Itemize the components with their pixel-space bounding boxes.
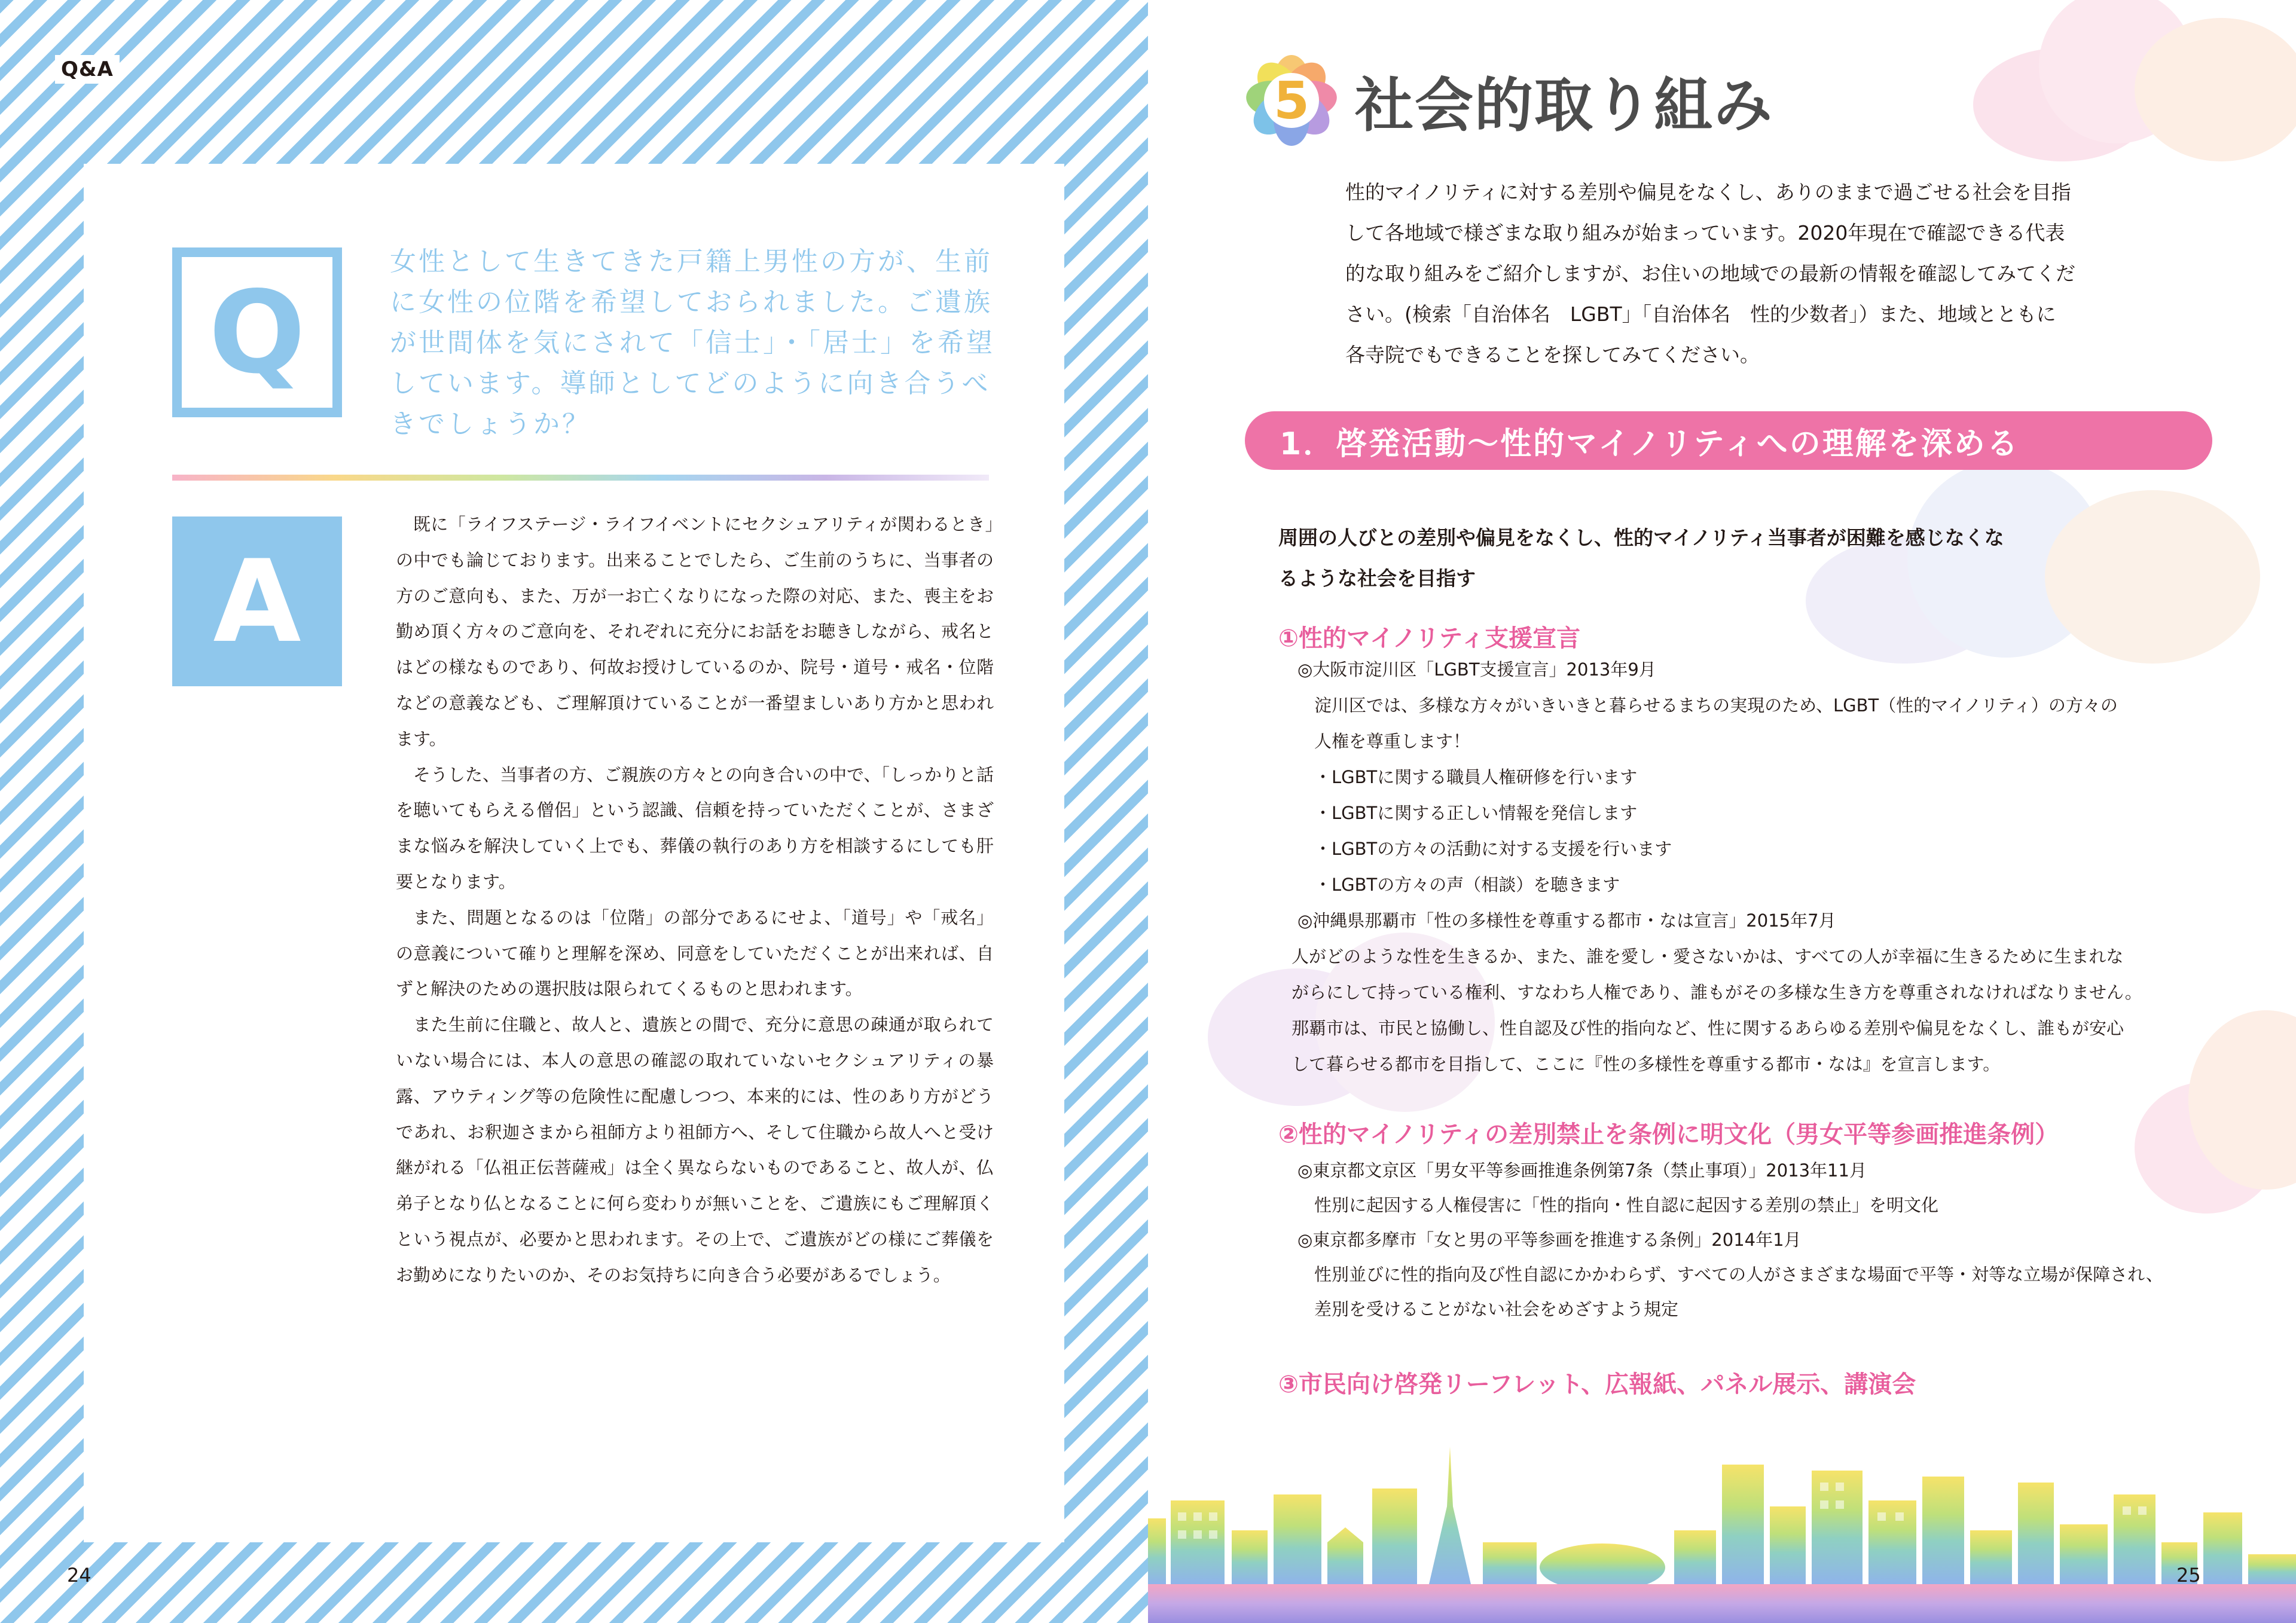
entry-line: ・LGBTに関する正しい情報を発信します: [1314, 803, 1638, 823]
city-skyline-illustration: [1148, 1411, 2296, 1623]
section-banner: 1．啓発活動～性的マイノリティへの理解を深める: [1245, 411, 2212, 470]
question-line: きでしょうか？: [390, 409, 591, 439]
answer-paragraph: また生前に住職と、故人と、遺族との間で、充分に意思の疎通が取られていない場合には、本人の意思の確認の取れていないセクシュアリティの暴露、アウティング等の危険性に配慮しつつ、本来的には、性のあり方がどうであれ、お釈迦さまから祖師方より祖師方へ、そして住職から故人へと受け継がれる「仏祖正伝菩薩戒」は全く異ならないものであること、故人が、仏弟子となり仏となることに何ら変わりが無いことを、ご遺族にもご理解頂くという視点が、必要かと思われます。その上で、ご遺族がどの様にご葬儀をお勤めになりたいのか、そのお気持ちに向き合う必要があるでしょう。: [396, 1014, 994, 1285]
question-line: 女性として生きてきた戸籍上男性の方が、生前: [390, 246, 993, 277]
qa-panel: [84, 164, 1064, 1542]
cloud-decoration: [2135, 1010, 2296, 1225]
entry-line: がらにして持っている権利、すなわち人権であり、誰もがその多様な生き方を尊重されなければなりません。: [1292, 982, 2142, 1002]
intro-text: [1345, 172, 2182, 375]
entry-line: ・LGBTに関する職員人権研修を行います: [1314, 767, 1638, 787]
page-number-left: 24: [67, 1564, 91, 1587]
question-line: しています。導師としてどのように向き合うべ: [390, 368, 991, 399]
lotus-icon: [1241, 50, 1342, 151]
heading-number: 5: [1274, 71, 1309, 131]
entry-line: ◎東京都多摩市「女と男の平等参画を推進する条例」2014年1月: [1297, 1230, 1802, 1250]
entry-line: して暮らせる都市を目指して、ここに『性の多様性を尊重する都市・なは』を宣言します。: [1292, 1054, 2001, 1074]
entry-line: 人権を尊重します！: [1314, 731, 1471, 751]
entry-line: 那覇市は、市民と協働し、性自認及び性的指向など、性に関するあらゆる差別や偏見をなくし、誰もが安心: [1292, 1018, 2124, 1038]
cloud-decoration: [1973, 0, 2296, 173]
entry-line: 差別を受けることがない社会をめざすよう規定: [1314, 1299, 1679, 1319]
question-line: に女性の位階を希望しておられました。ご遺族: [390, 287, 993, 317]
heading-title: 社会的取り組み: [1355, 71, 1774, 140]
entry-line: ・LGBTの方々の声（相談）を聴きます: [1314, 875, 1620, 895]
answer-badge: A: [172, 516, 342, 686]
page-number-right: 25: [2176, 1564, 2201, 1587]
intro-line: して各地域で様ざまな取り組みが始まっています。2020年現在で確認できる代表: [1345, 221, 2065, 244]
subsection-title-3: ③市民向け啓発リーフレット、広報紙、パネル展示、講演会: [1278, 1371, 1916, 1398]
section-label: Q&A: [55, 55, 120, 84]
intro-line: 性的マイノリティに対する差別や偏見をなくし、ありのままで過ごせる社会を目指: [1345, 181, 2071, 204]
answer-paragraph: 既に「ライフステージ・ライフイベントにセクシュアリティが関わるとき」の中でも論じております。出来ることでしたら、ご生前のうちに、当事者の方のご意向も、また、万が一お亡くなりになった際の対応、また、喪主をお勤め頂く方々のご意向を、それぞれに充分にお話をお聴きしながら、戒名とはどの様なものであり、何故お授けしているのか、院号・道号・戒名・位階などの意義なども、ご理解頂けていることが一番望ましいあり方かと思われます。: [396, 514, 994, 749]
answer-body: [396, 507, 994, 1294]
lead-line: 周囲の人びとの差別や偏見をなくし、性的マイノリティ当事者が困難を感じなくな: [1278, 526, 2004, 549]
subsection-title-1: ①性的マイノリティ支援宣言: [1278, 625, 1581, 652]
entry-line: 性別並びに性的指向及び性自認にかかわらず、すべての人がさまざまな場面で平等・対等な立場が保障され、: [1314, 1264, 2163, 1285]
entry-line: 性別に起因する人権侵害に「性的指向・性自認に起因する差別の禁止」を明文化: [1314, 1195, 1939, 1215]
entry-line: 淀川区では、多様な方々がいきいきと暮らせるまちの実現のため、LGBT（性的マイノリティ）の方々の: [1314, 695, 2118, 716]
question-line: が世間体を気にされて「信士」・「居士」を希望: [390, 328, 995, 358]
subsection-title-2: ②性的マイノリティの差別禁止を条例に明文化（男女平等参画推進条例）: [1278, 1121, 2059, 1148]
intro-line: さい。(検索「自治体名 LGBT」「自治体名 性的少数者」）また、地域とともに: [1345, 302, 2056, 326]
lead-text: [1278, 518, 2127, 599]
right-page: [1148, 0, 2296, 1623]
rainbow-divider: [172, 475, 989, 481]
question-badge: Q: [172, 247, 342, 417]
entry-line: ◎大阪市淀川区「LGBT支援宣言」2013年9月: [1297, 659, 1656, 680]
lead-line: るような社会を目指す: [1278, 567, 1476, 590]
entry-line: ・LGBTの方々の活動に対する支援を行います: [1314, 839, 1672, 859]
answer-paragraph: また、問題となるのは「位階」の部分であるにせよ、「道号」や「戒名」の意義について確りと理解を深め、同意をしていただくことが出来れば、自ずと解決のための選択肢は限られてくるものと思われます。: [396, 907, 994, 1000]
intro-line: 的な取り組みをご紹介しますが、お住いの地域での最新の情報を確認してみてくだ: [1345, 262, 2075, 285]
answer-paragraph: そうした、当事者の方、ご親族の方々との向き合いの中で、「しっかりと話を聴いてもらえる僧侶」という認識、信頼を持っていただくことが、さまざまな悩みを解決していく上でも、葬儀の執行のあり方を相談するにしても肝要となります。: [396, 764, 994, 892]
intro-line: 各寺院でもできることを探してみてください。: [1345, 343, 1760, 366]
entry-line: 人がどのような性を生きるか、また、誰を愛し・愛さないかは、すべての人が幸福に生きるために生まれな: [1292, 946, 2124, 967]
entry-line: ◎東京都文京区「男女平等参画推進条例第7条（禁止事項）」2013年11月: [1297, 1160, 1867, 1181]
section-heading: [1241, 50, 1773, 151]
question-text: [390, 242, 1048, 445]
entry-line: ◎沖縄県那覇市「性の多様性を尊重する都市・なは宣言」2015年7月: [1297, 910, 1836, 931]
